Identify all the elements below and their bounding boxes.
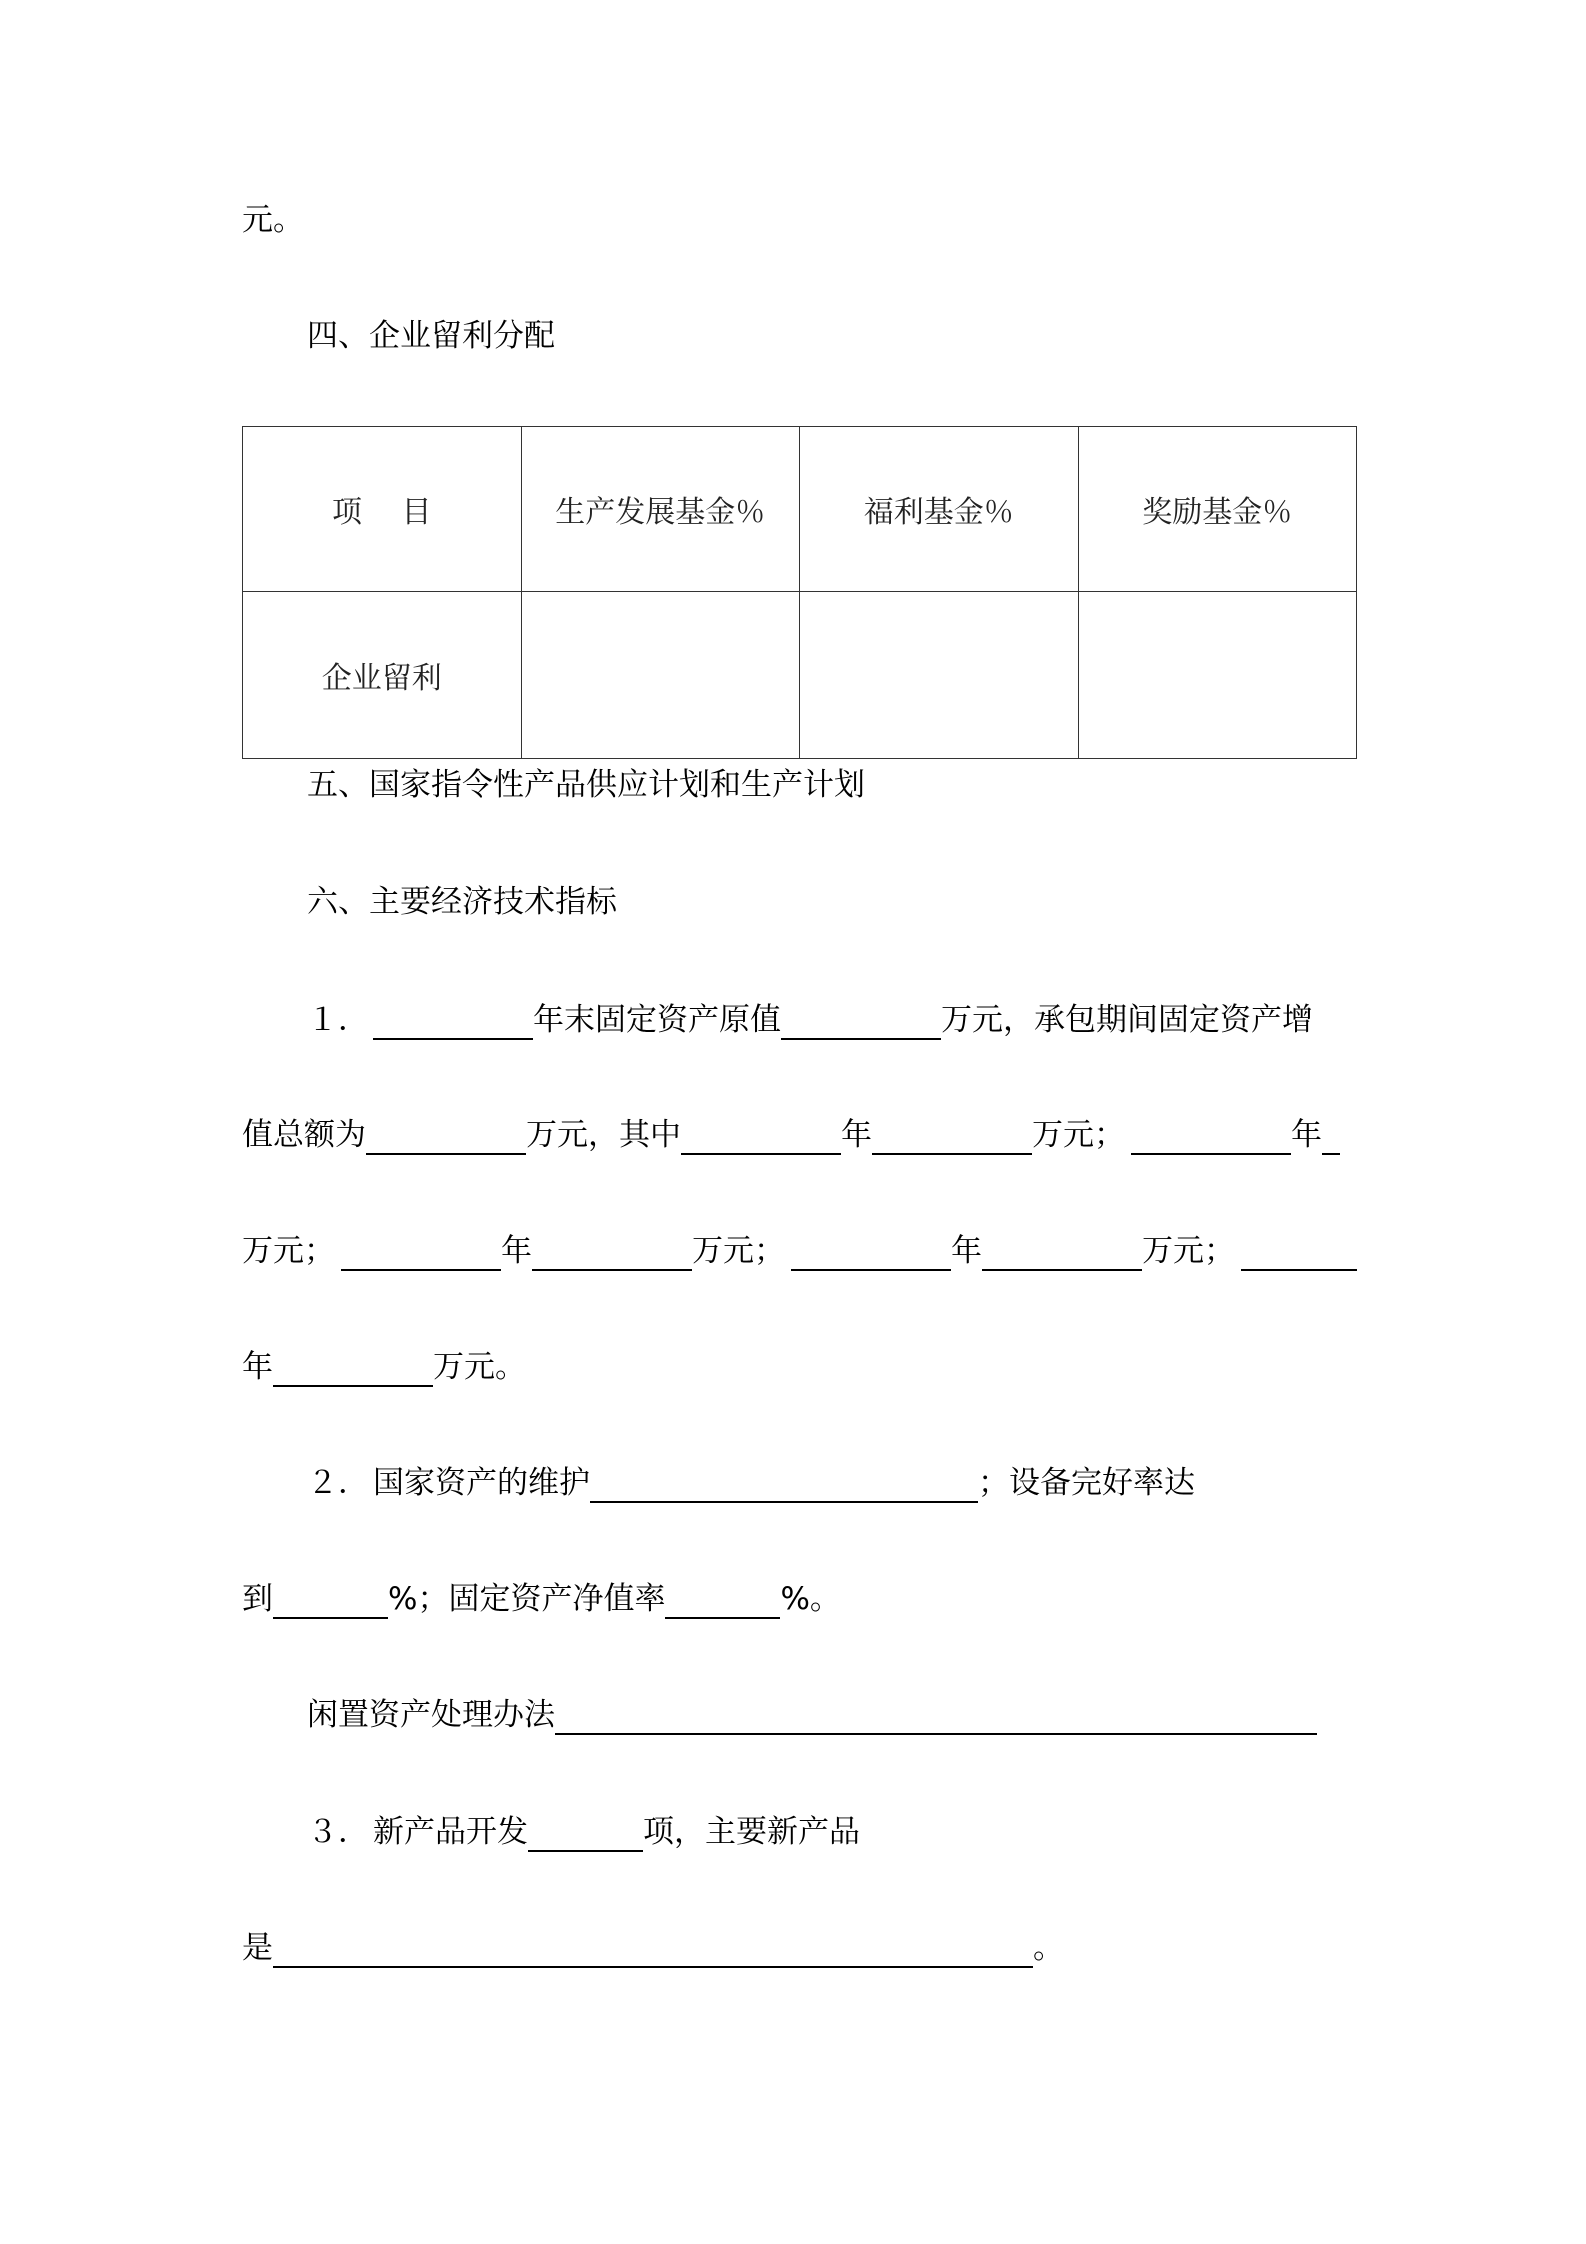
table-header-cell: 生产发展基金％ xyxy=(521,427,800,592)
profit-distribution-table xyxy=(242,426,1357,759)
item-1-line-2: 值总额为 万元，其中 年 万元； 年 xyxy=(242,1113,1340,1155)
fill-blank-equipment-rate[interactable] xyxy=(273,1577,388,1619)
table-cell[interactable] xyxy=(521,592,800,759)
fill-blank-net-value-rate[interactable] xyxy=(665,1577,780,1619)
item-3-line-2: 是 。 xyxy=(242,1926,1064,1968)
table-cell[interactable] xyxy=(800,592,1079,759)
fill-blank-year[interactable] xyxy=(1241,1229,1357,1271)
fill-blank-year[interactable] xyxy=(681,1113,841,1155)
section-6-heading: 六、主要经济技术指标 xyxy=(307,884,617,920)
item-1-number: １． xyxy=(307,1002,369,1038)
fill-blank-year[interactable] xyxy=(1131,1113,1291,1155)
table-header-row xyxy=(243,427,1357,592)
fill-blank-amount[interactable] xyxy=(872,1113,1032,1155)
fill-blank-amount[interactable] xyxy=(366,1113,526,1155)
fill-blank-product-count[interactable] xyxy=(528,1810,643,1852)
item-1-line-4: 年 万元。 xyxy=(242,1345,526,1387)
fill-blank-main-products[interactable] xyxy=(273,1926,1033,1968)
item-2-number: ２． xyxy=(307,1465,369,1501)
fill-blank-amount[interactable] xyxy=(273,1345,433,1387)
fill-blank-maintenance[interactable] xyxy=(590,1461,978,1503)
table-cell[interactable] xyxy=(1078,592,1357,759)
fill-blank-amount[interactable] xyxy=(781,998,941,1040)
fill-blank-amount[interactable] xyxy=(1322,1113,1340,1155)
table-header-cell: 福利基金％ xyxy=(800,427,1079,592)
table-header-cell: 奖励基金％ xyxy=(1078,427,1357,592)
item-2-idle-assets: 闲置资产处理办法 xyxy=(307,1693,1317,1735)
fill-blank-year[interactable] xyxy=(373,998,533,1040)
item-2-line-1: ２． 国家资产的维护 ；设备完好率达 xyxy=(307,1461,1195,1503)
continuation-text: 元。 xyxy=(242,202,304,238)
table-row xyxy=(243,592,1357,759)
table-header-cell: 项 目 xyxy=(243,427,522,592)
table-cell: 企业留利 xyxy=(243,592,522,759)
section-5-heading: 五、国家指令性产品供应计划和生产计划 xyxy=(307,767,865,803)
item-2-line-2: 到 %；固定资产净值率 %。 xyxy=(242,1577,841,1619)
item-3-number: ３． xyxy=(307,1814,369,1850)
item-1-line-1: １． 年末固定资产原值 万元，承包期间固定资产增 xyxy=(307,998,1313,1040)
item-1-line-3: 万元； 年 万元； 年 万元； xyxy=(242,1229,1357,1271)
fill-blank-amount[interactable] xyxy=(532,1229,692,1271)
item-3-line-1: ３． 新产品开发 项，主要新产品 xyxy=(307,1810,860,1852)
fill-blank-amount[interactable] xyxy=(982,1229,1142,1271)
fill-blank-year[interactable] xyxy=(791,1229,951,1271)
fill-blank-year[interactable] xyxy=(341,1229,501,1271)
fill-blank-idle-assets[interactable] xyxy=(555,1693,1317,1735)
section-4-heading: 四、企业留利分配 xyxy=(307,318,555,354)
